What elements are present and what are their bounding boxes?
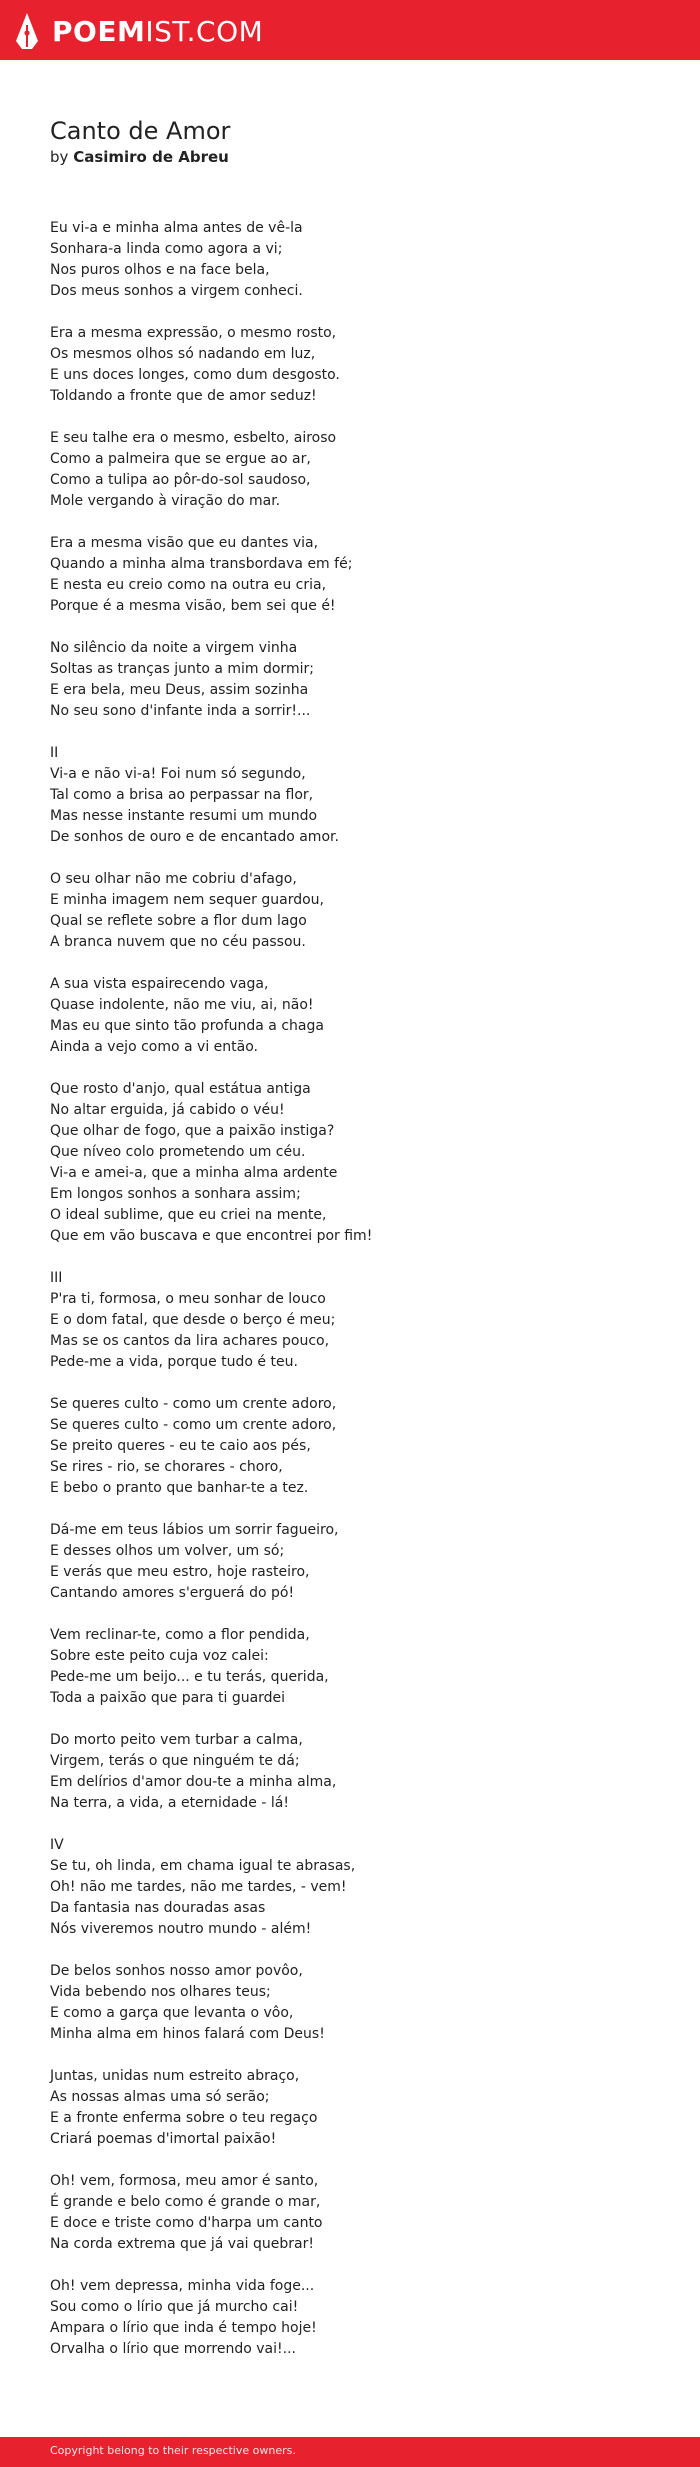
logo-text: [52, 15, 263, 48]
poem-line: Pede-me um beijo... e tu terás, querida,: [50, 1669, 329, 1685]
poem-line: Os mesmos olhos só nadando em luz,: [50, 346, 316, 362]
poem-line: A branca nuvem que no céu passou.: [50, 934, 306, 950]
poem-line: Qual se reflete sobre a flor dum lago: [50, 913, 307, 929]
poem-body: [50, 218, 670, 2381]
poem-line: III: [50, 1270, 63, 1286]
poem-line: Vem reclinar-te, como a flor pendida,: [50, 1627, 310, 1643]
stanza: [50, 743, 670, 848]
poem-line: Se rires - rio, se chorares - choro,: [50, 1459, 283, 1475]
poem-line: Pede-me a vida, porque tudo é teu.: [50, 1354, 298, 1370]
poem-line: E uns doces longes, como dum desgosto.: [50, 367, 340, 383]
poem-line: Em delírios d'amor dou-te a minha alma,: [50, 1774, 337, 1790]
poem-line: E a fronte enferma sobre o teu regaço: [50, 2110, 318, 2126]
poem-line: E nesta eu creio como na outra eu cria,: [50, 577, 327, 593]
poem-line: Do morto peito vem turbar a calma,: [50, 1732, 303, 1748]
poem-line: A sua vista espairecendo vaga,: [50, 976, 269, 992]
poem-line: E seu talhe era o mesmo, esbelto, airoso: [50, 430, 337, 446]
poem-line: Se tu, oh linda, em chama igual te abrasas,: [50, 1858, 356, 1874]
poem-line: Minha alma em hinos falará com Deus!: [50, 2026, 325, 2042]
poem-line: E como a garça que levanta o vôo,: [50, 2005, 294, 2021]
copyright-text: Copyright belong to their respective owners.: [50, 2444, 296, 2457]
stanza: [50, 1520, 670, 1604]
footer: [0, 2437, 700, 2467]
logo-text-light: IST.COM: [145, 14, 264, 48]
poem-line: De sonhos de ouro e de encantado amor.: [50, 829, 339, 845]
poem-line: Como a palmeira que se ergue ao ar,: [50, 451, 311, 467]
poem-line: Da fantasia nas douradas asas: [50, 1900, 266, 1916]
poem-line: Tal como a brisa ao perpassar na flor,: [50, 787, 314, 803]
poem-line: Em longos sonhos a sonhara assim;: [50, 1186, 301, 1202]
poem-line: Que níveo colo prometendo um céu.: [50, 1144, 306, 1160]
stanza: [50, 1730, 670, 1814]
poem-line: Mole vergando à viração do mar.: [50, 493, 281, 509]
poem-line: Na corda extrema que já vai quebrar!: [50, 2236, 314, 2252]
poem-line: No altar erguida, já cabido o véu!: [50, 1102, 285, 1118]
stanza: [50, 974, 670, 1058]
poem-line: No silêncio da noite a virgem vinha: [50, 640, 298, 656]
stanza: [50, 1268, 670, 1373]
poem-line: Se queres culto - como um crente adoro,: [50, 1396, 337, 1412]
poem-line: E bebo o pranto que banhar-te a tez.: [50, 1480, 309, 1496]
stanza: [50, 2276, 670, 2360]
pen-nib-icon: [14, 11, 40, 51]
poem-line: Se queres culto - como um crente adoro,: [50, 1417, 337, 1433]
poem-line: II: [50, 745, 59, 761]
logo-text-bold: POEM: [52, 14, 146, 48]
poem-line: Mas eu que sinto tão profunda a chaga: [50, 1018, 324, 1034]
poem-line: Toldando a fronte que de amor seduz!: [50, 388, 317, 404]
poem-line: Oh! não me tardes, não me tardes, - vem!: [50, 1879, 347, 1895]
stanza: [50, 2066, 670, 2150]
poem-line: Oh! vem depressa, minha vida foge...: [50, 2278, 315, 2294]
poem-line: Sobre este peito cuja voz calei:: [50, 1648, 269, 1664]
author-name[interactable]: Casimiro de Abreu: [73, 148, 229, 166]
poem-line: Criará poemas d'imortal paixão!: [50, 2131, 277, 2147]
stanza: [50, 638, 670, 722]
poem-line: Virgem, terás o que ninguém te dá;: [50, 1753, 300, 1769]
poem-line: Eu vi-a e minha alma antes de vê-la: [50, 220, 303, 236]
poem-line: Era a mesma visão que eu dantes via,: [50, 535, 319, 551]
poem-line: Que rosto d'anjo, qual estátua antiga: [50, 1081, 311, 1097]
poem-line: Toda a paixão que para ti guardei: [50, 1690, 286, 1706]
poem-line: Se preito queres - eu te caio aos pés,: [50, 1438, 311, 1454]
poem-line: Sou como o lírio que já murcho cai!: [50, 2299, 299, 2315]
poem-line: E doce e triste como d'harpa um canto: [50, 2215, 323, 2231]
poem-line: Sonhara-a linda como agora a vi;: [50, 241, 283, 257]
poem-line: Dos meus sonhos a virgem conheci.: [50, 283, 303, 299]
poem-line: Como a tulipa ao pôr-do-sol saudoso,: [50, 472, 311, 488]
poem-line: E o dom fatal, que desde o berço é meu;: [50, 1312, 336, 1328]
stanza: [50, 1835, 670, 1940]
poem-line: As nossas almas uma só serão;: [50, 2089, 270, 2105]
stanza: [50, 869, 670, 953]
poem-line: Vi-a e amei-a, que a minha alma ardente: [50, 1165, 338, 1181]
by-label: by: [50, 148, 69, 166]
poem-line: Vi-a e não vi-a! Foi num só segundo,: [50, 766, 306, 782]
poem-line: Orvalha o lírio que morrendo vai!...: [50, 2341, 296, 2357]
poem-line: Que olhar de fogo, que a paixão instiga?: [50, 1123, 335, 1139]
poem-line: Porque é a mesma visão, bem sei que é!: [50, 598, 336, 614]
stanza: [50, 323, 670, 407]
poem-line: E era bela, meu Deus, assim sozinha: [50, 682, 309, 698]
poem-line: Ampara o lírio que inda é tempo hoje!: [50, 2320, 317, 2336]
poem-line: Vida bebendo nos olhares teus;: [50, 1984, 271, 2000]
poem-line: Oh! vem, formosa, meu amor é santo,: [50, 2173, 319, 2189]
byline: [50, 146, 650, 168]
site-logo[interactable]: [14, 10, 263, 52]
poem-line: Nós viveremos noutro mundo - além!: [50, 1921, 312, 1937]
stanza: [50, 1079, 670, 1247]
poem-line: Cantando amores s'erguerá do pó!: [50, 1585, 295, 1601]
poem-line: Que em vão buscava e que encontrei por fim!: [50, 1228, 373, 1244]
poem-header: [50, 116, 650, 168]
poem-line: E desses olhos um volver, um só;: [50, 1543, 285, 1559]
poem-line: Nos puros olhos e na face bela,: [50, 262, 270, 278]
stanza: [50, 218, 670, 302]
stanza: [50, 1961, 670, 2045]
poem-line: Quase indolente, não me viu, ai, não!: [50, 997, 314, 1013]
poem-line: P'ra ti, formosa, o meu sonhar de louco: [50, 1291, 326, 1307]
poem-line: Mas nesse instante resumi um mundo: [50, 808, 318, 824]
poem-line: É grande e belo como é grande o mar,: [50, 2194, 321, 2210]
poem-line: Soltas as tranças junto a mim dormir;: [50, 661, 314, 677]
poem-line: Quando a minha alma transbordava em fé;: [50, 556, 353, 572]
poem-line: No seu sono d'infante inda a sorrir!...: [50, 703, 311, 719]
stanza: [50, 2171, 670, 2255]
poem-line: De belos sonhos nosso amor povôo,: [50, 1963, 303, 1979]
poem-line: Juntas, unidas num estreito abraço,: [50, 2068, 300, 2084]
stanza: [50, 428, 670, 512]
stanza: [50, 533, 670, 617]
poem-line: O ideal sublime, que eu criei na mente,: [50, 1207, 327, 1223]
poem-line: Mas se os cantos da lira achares pouco,: [50, 1333, 330, 1349]
poem-line: E minha imagem nem sequer guardou,: [50, 892, 324, 908]
top-bar: [0, 0, 700, 60]
stanza: [50, 1625, 670, 1709]
poem-line: Dá-me em teus lábios um sorrir fagueiro,: [50, 1522, 339, 1538]
poem-line: Era a mesma expressão, o mesmo rosto,: [50, 325, 337, 341]
poem-line: IV: [50, 1837, 64, 1853]
poem-line: O seu olhar não me cobriu d'afago,: [50, 871, 297, 887]
stanza: [50, 1394, 670, 1499]
poem-line: E verás que meu estro, hoje rasteiro,: [50, 1564, 310, 1580]
poem-line: Na terra, a vida, a eternidade - lá!: [50, 1795, 289, 1811]
poem-line: Ainda a vejo como a vi então.: [50, 1039, 258, 1055]
poem-title: Canto de Amor: [50, 117, 231, 145]
